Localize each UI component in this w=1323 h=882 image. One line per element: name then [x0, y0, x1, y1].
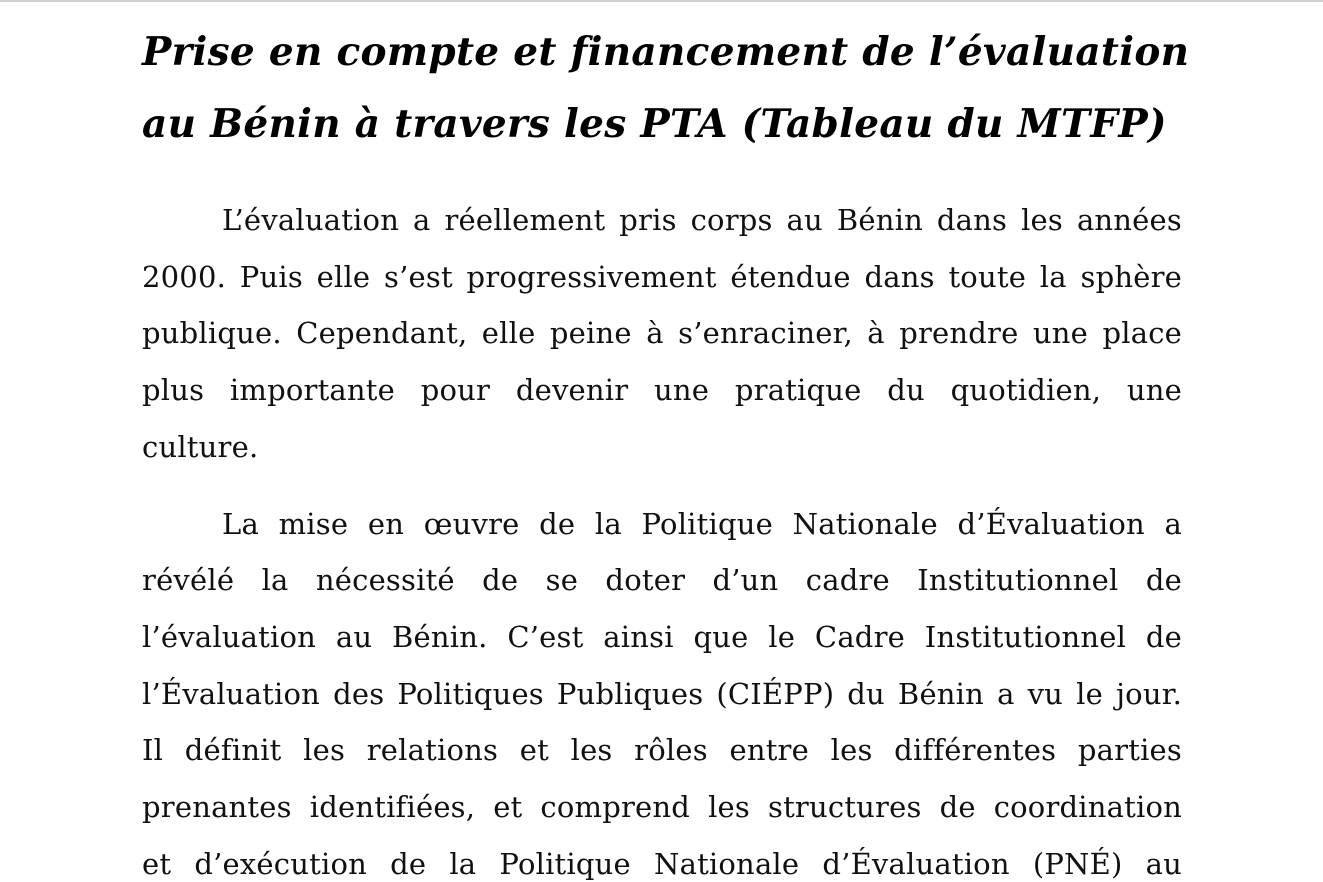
paragraph-2 [142, 496, 1182, 882]
paragraph-line: l’Évaluation des Politiques Publiques (CIÉPP) du Bénin a vu le jour. [142, 676, 1182, 711]
paragraph-1 [142, 192, 1182, 476]
paragraph-line: publique. Cependant, elle peine à s’enraciner, à prendre une place [142, 316, 1182, 351]
paragraph-line: La mise en œuvre de la Politique Nationale d’Évaluation a [222, 506, 1182, 541]
title-line-1: Prise en compte et financement de l’évaluation [142, 29, 1190, 75]
paragraph-line: 2000. Puis elle s’est progressivement étendue dans toute la sphère [142, 259, 1182, 294]
paragraph-line: L’évaluation a réellement pris corps au Bénin dans les années [222, 203, 1182, 237]
paragraph-line: culture. [142, 429, 259, 464]
document-content [142, 16, 1190, 882]
paragraph-line: Il définit les relations et les rôles entre les différentes parties [142, 733, 1182, 768]
title-line-2: au Bénin à travers les PTA (Tableau du MTFP) [142, 101, 1167, 147]
document-title [142, 16, 1190, 160]
paragraph-line: prenantes identifiées, et comprend les structures de coordination [142, 790, 1182, 825]
paragraph-line: révélé la nécessité de se doter d’un cadre Institutionnel de [142, 563, 1182, 598]
paragraph-line: et d’exécution de la Politique Nationale d’Évaluation (PNÉ) au [142, 846, 1182, 881]
paragraph-line: l’évaluation au Bénin. C’est ainsi que le Cadre Institutionnel de [142, 619, 1182, 654]
paragraph-line: plus importante pour devenir une pratique du quotidien, une [142, 373, 1182, 408]
